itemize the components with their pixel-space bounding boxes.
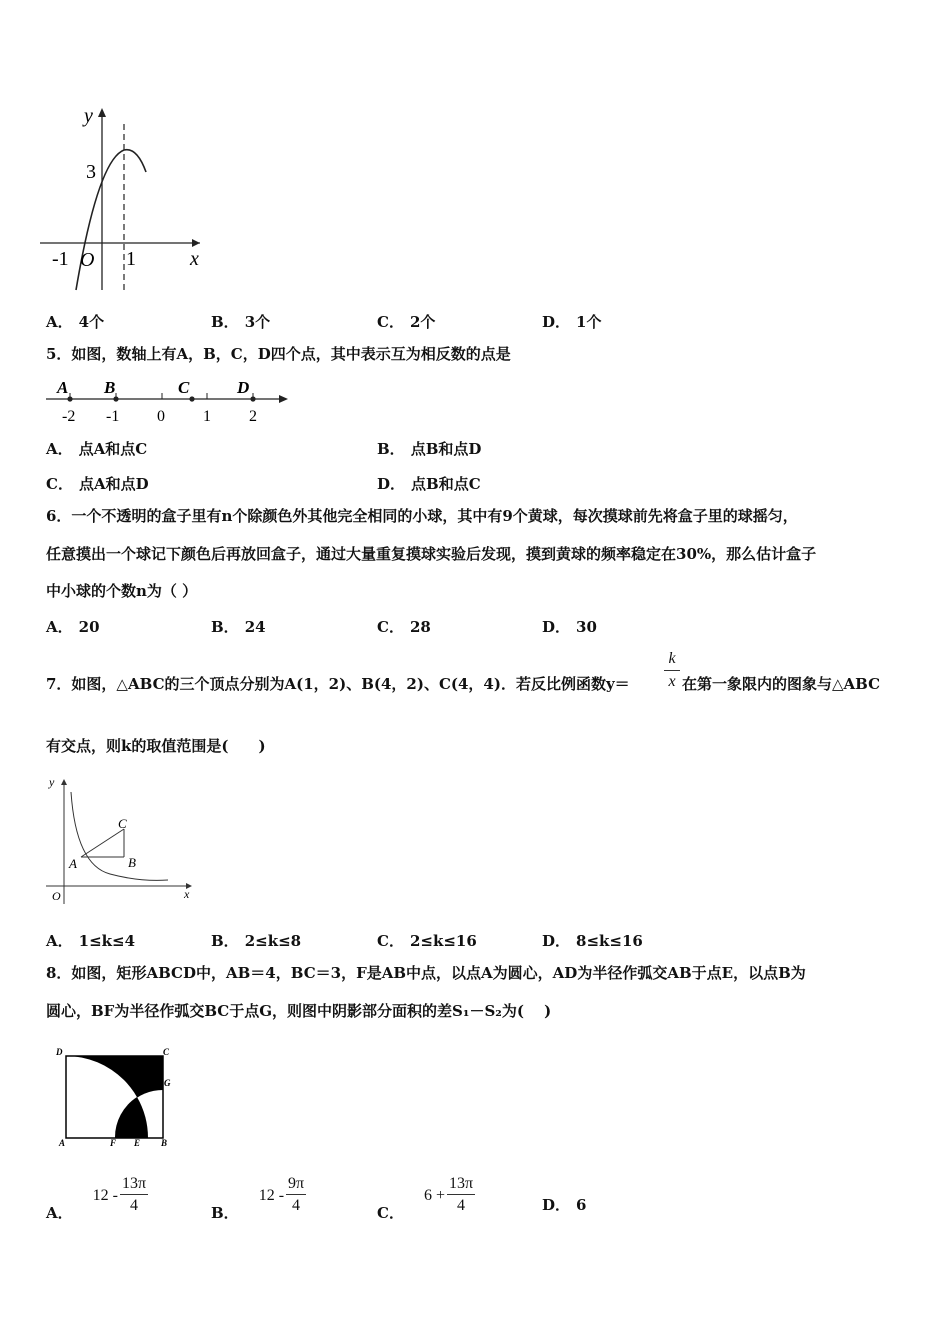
q5-tick-label-neg2: -2 xyxy=(62,408,76,425)
q6-option-d-text: 30 xyxy=(576,618,597,636)
q5-option-d-text: 点B和点C xyxy=(411,475,481,493)
q5-option-a-letter: A． xyxy=(46,440,73,458)
q4-option-b[interactable] xyxy=(211,311,270,332)
q8-option-d-letter: D． xyxy=(542,1196,571,1214)
q5-option-b-letter: B． xyxy=(377,440,405,458)
q8-stem-line1: 8．如图，矩形ABCD中，AB＝4，BC＝3，F是AB中点，以点A为圆心，AD为半径作弧交AB于点E，以点B为 xyxy=(46,964,806,982)
q8-option-d[interactable] xyxy=(542,1194,586,1215)
q7-y-label: y xyxy=(49,775,55,789)
q5-option-b-text: 点B和点D xyxy=(410,440,482,458)
q6-option-c-letter: C． xyxy=(377,618,404,636)
q8-label-e: E xyxy=(134,1138,141,1148)
q7-option-a-letter: A． xyxy=(46,932,73,950)
q4-option-b-letter: B． xyxy=(211,313,239,331)
q7-o-label: O xyxy=(52,889,61,903)
q8-label-b: B xyxy=(161,1138,168,1148)
q5-tick-label-0: 0 xyxy=(157,408,165,425)
q6-option-c[interactable] xyxy=(377,616,431,637)
q6-option-a-letter: A． xyxy=(46,618,73,636)
q8-label-g: G xyxy=(164,1078,171,1088)
q6-stem-line2: 任意摸出一个球记下颜色后再放回盒子，通过大量重复摸球实验后发现，摸到黄球的频率稳定在30%，那么估计盒子 xyxy=(46,545,817,563)
q4-y-arrow xyxy=(98,108,106,117)
q5-option-b[interactable] xyxy=(377,438,481,459)
q5-option-d-letter: D． xyxy=(377,475,406,493)
q5-label-d: D xyxy=(237,378,250,397)
q8-option-c-num: 13π xyxy=(447,1174,475,1195)
q6-option-d[interactable] xyxy=(542,616,597,637)
q7-a-label: A xyxy=(69,856,77,871)
q8-option-d-text: 6 xyxy=(576,1196,587,1214)
q8-option-a[interactable] xyxy=(46,1168,148,1223)
q5-tick-label-neg1: -1 xyxy=(106,408,120,425)
q8-option-c-den: 4 xyxy=(457,1197,466,1214)
q8-option-c[interactable] xyxy=(377,1168,475,1223)
q5-point-c xyxy=(189,396,194,401)
q7-side-ac xyxy=(81,829,124,857)
q8-option-b[interactable] xyxy=(211,1168,306,1223)
q4-label-neg1: -1 xyxy=(52,248,69,270)
q8-option-b-pre: 12 - xyxy=(258,1186,285,1204)
q8-option-a-letter: A． xyxy=(46,1204,73,1222)
q5-number-line xyxy=(40,376,295,426)
q8-option-c-letter: C． xyxy=(377,1204,404,1222)
q5-label-c: C xyxy=(178,378,190,397)
q8-label-f: F xyxy=(110,1138,117,1148)
q7-fraction xyxy=(664,648,680,693)
q6-option-c-text: 28 xyxy=(409,618,431,636)
q7-x-label: x xyxy=(184,887,190,901)
q4-label-1: 1 xyxy=(126,248,136,270)
q6-option-d-letter: D． xyxy=(542,618,571,636)
q7-option-a[interactable] xyxy=(46,930,135,951)
q7-option-c-letter: C． xyxy=(377,932,404,950)
q5-option-a[interactable] xyxy=(46,438,147,459)
q6-option-a[interactable] xyxy=(46,616,100,637)
q4-option-c-text: 2个 xyxy=(409,313,436,331)
q6-stem-line1: 6．一个不透明的盒子里有n个除颜色外其他完全相同的小球，其中有9个黄球，每次摸球前先将盒子里的球摇匀， xyxy=(46,507,798,525)
q6-option-b[interactable] xyxy=(211,616,266,637)
q8-option-c-pre: 6 + xyxy=(423,1186,445,1204)
q4-x-label: x xyxy=(190,248,199,270)
q4-label-3: 3 xyxy=(86,161,96,183)
q4-option-a[interactable] xyxy=(46,311,104,332)
q8-option-a-fraction xyxy=(120,1174,148,1217)
q5-point-d xyxy=(250,396,255,401)
q7-option-d[interactable] xyxy=(542,930,643,951)
q5-stem: 5．如图，数轴上有A，B，C，D四个点，其中表示互为相反数的点是 xyxy=(46,345,511,363)
q6-option-a-text: 20 xyxy=(78,618,100,636)
q7-fraction-denominator: x xyxy=(668,673,676,690)
q4-label-o: O xyxy=(80,249,95,271)
q7-fraction-numerator: k xyxy=(664,648,680,671)
q4-option-c[interactable] xyxy=(377,311,435,332)
q5-label-a: A xyxy=(57,378,69,397)
q5-point-b xyxy=(113,396,118,401)
q5-axis-arrow xyxy=(279,395,288,403)
q7-stem-before: 7．如图，△ABC的三个顶点分别为A(1，2)、B(4，2)、C(4，4)．若反比例函数y＝ xyxy=(46,675,630,693)
q5-tick-label-1: 1 xyxy=(203,408,211,425)
q8-option-a-den: 4 xyxy=(130,1197,138,1214)
q7-option-b-letter: B． xyxy=(211,932,239,950)
q5-option-c-text: 点A和点D xyxy=(78,475,149,493)
q4-option-a-text: 4个 xyxy=(78,313,105,331)
q5-option-a-text: 点A和点C xyxy=(78,440,148,458)
q8-option-b-den: 4 xyxy=(292,1197,301,1214)
q5-point-a xyxy=(67,396,72,401)
q6-stem-line3: 中小球的个数n为（ ） xyxy=(46,582,198,600)
q7-option-a-text: 1≤k≤4 xyxy=(78,932,136,950)
q7-y-arrow xyxy=(61,779,67,785)
q6-option-b-letter: B． xyxy=(211,618,239,636)
q7-b-label: B xyxy=(128,855,136,870)
q4-option-d[interactable] xyxy=(542,311,601,332)
q7-option-d-letter: D． xyxy=(542,932,571,950)
q7-option-c-text: 2≤k≤16 xyxy=(409,932,477,950)
q5-tick-label-2: 2 xyxy=(249,408,257,425)
q8-label-a: A xyxy=(59,1138,66,1148)
q8-label-c: C xyxy=(163,1047,170,1057)
q6-option-b-text: 24 xyxy=(244,618,266,636)
q8-option-a-num: 13π xyxy=(120,1174,148,1195)
q8-option-b-fraction xyxy=(286,1174,306,1217)
q4-x-arrow xyxy=(192,239,200,247)
q5-option-c-letter: C． xyxy=(46,475,73,493)
q8-option-c-fraction xyxy=(447,1174,475,1217)
q5-label-b: B xyxy=(104,378,116,397)
q7-option-b[interactable] xyxy=(211,930,301,951)
q7-stem-line2: 有交点，则k的取值范围是( ) xyxy=(46,737,266,755)
q4-option-d-text: 1个 xyxy=(576,313,602,331)
q7-option-d-text: 8≤k≤16 xyxy=(576,932,643,950)
q8-label-d: D xyxy=(56,1047,63,1057)
q7-hyperbola-curve xyxy=(71,792,168,880)
q8-option-b-num: 9π xyxy=(286,1174,306,1195)
q7-option-c[interactable] xyxy=(377,930,477,951)
q8-option-a-pre: 12 - xyxy=(92,1186,118,1204)
q7-c-label: C xyxy=(118,816,127,831)
q4-y-label: y xyxy=(84,105,93,127)
q8-rectangle-figure xyxy=(50,1042,180,1148)
q4-option-a-letter: A． xyxy=(46,313,73,331)
q7-hyperbola-graph xyxy=(40,770,200,910)
q5-option-c[interactable] xyxy=(46,473,149,494)
q4-parabola-graph xyxy=(40,100,210,295)
q5-option-d[interactable] xyxy=(377,473,481,494)
q8-stem-line2: 圆心，BF为半径作弧交BC于点G，则图中阴影部分面积的差S₁－S₂为( ) xyxy=(46,1002,552,1020)
q8-option-b-letter: B． xyxy=(211,1204,239,1222)
q7-option-b-text: 2≤k≤8 xyxy=(244,932,302,950)
q4-option-d-letter: D． xyxy=(542,313,571,331)
q4-option-c-letter: C． xyxy=(377,313,404,331)
q4-option-b-text: 3个 xyxy=(244,313,271,331)
q7-stem-after: 在第一象限内的图象与△ABC xyxy=(682,675,881,693)
